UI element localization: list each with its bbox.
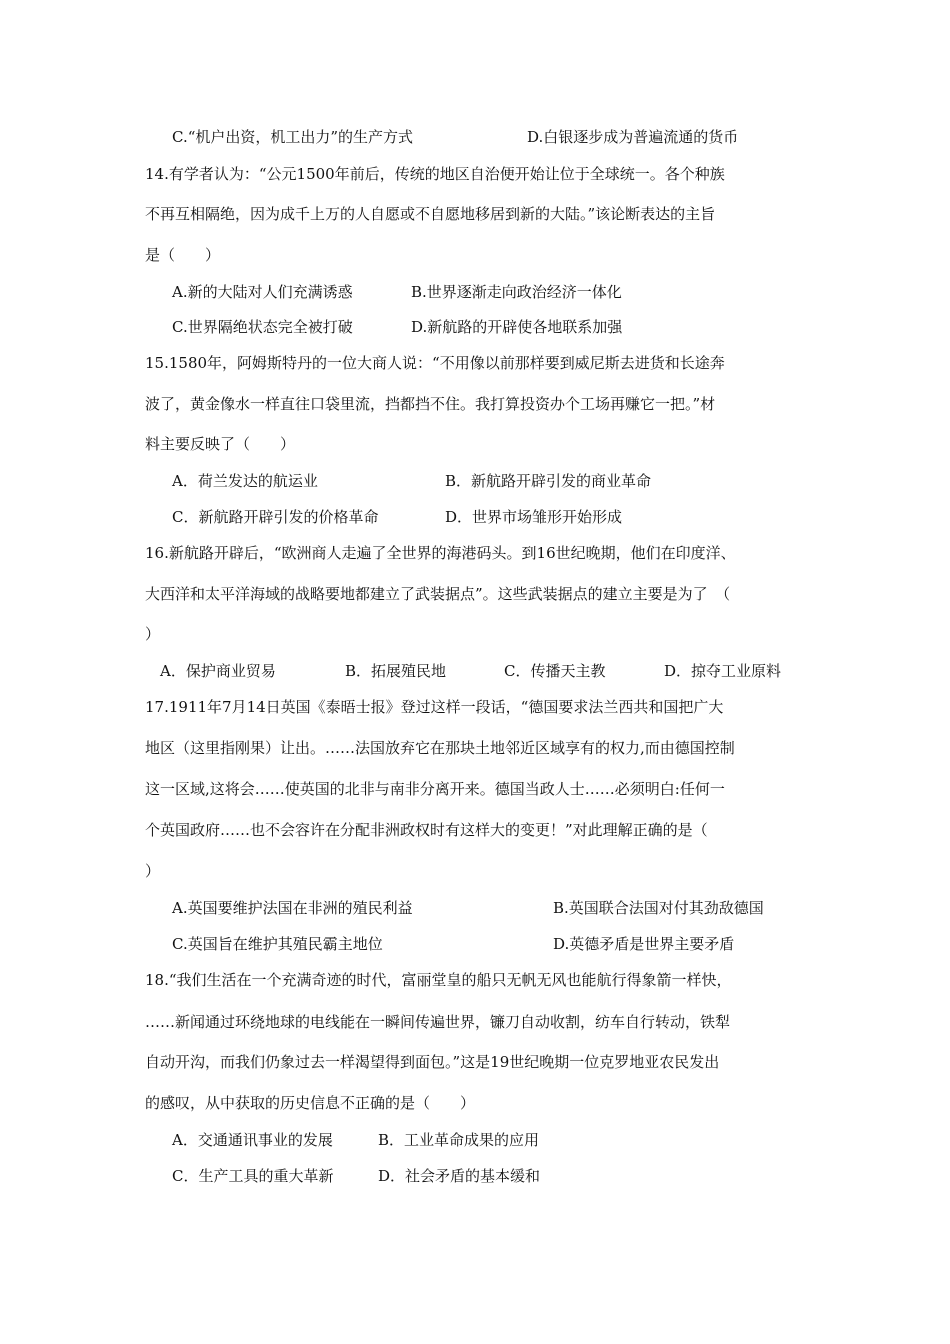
q18-option-c: C．生产工具的重大革新 <box>172 1167 334 1185</box>
q13-option-c: C.“机户出资，机工出力”的生产方式 <box>172 128 414 146</box>
q17-option-b: B.英国联合法国对付其劲敌德国 <box>553 899 764 917</box>
q14-option-b: B.世界逐渐走向政治经济一体化 <box>411 283 622 301</box>
q17-stem-line-2: 地区（这里指刚果）让出。……法国放弃它在那块土地邻近区域享有的权力,而由德国控制 <box>145 739 735 757</box>
q15-stem-line-2: 波了，黄金像水一样直往口袋里流，挡都挡不住。我打算投资办个工场再赚它一把。”材 <box>145 395 716 413</box>
q17-stem-line-1: 17.1911年7月14日英国《泰晤士报》登过这样一段话，“德国要求法兰西共和国把广大 <box>145 698 724 716</box>
q14-stem-line-2: 不再互相隔绝，因为成千上万的人自愿或不自愿地移居到新的大陆。”该论断表达的主旨 <box>145 205 716 223</box>
q17-stem-line-3: 这一区域,这将会……使英国的北非与南非分离开来。德国当政人士……必须明白:任何一 <box>145 780 725 798</box>
q14-option-a: A.新的大陆对人们充满诱惑 <box>172 283 353 301</box>
q16-option-b: B．拓展殖民地 <box>345 662 447 680</box>
q17-option-a: A.英国要维护法国在非洲的殖民利益 <box>172 899 413 917</box>
q17-stem-line-5: ） <box>145 862 161 880</box>
q18-option-d: D．社会矛盾的基本缓和 <box>378 1167 541 1185</box>
q16-stem-line-3: ） <box>145 625 161 643</box>
q17-option-c: C.英国旨在维护其殖民霸主地位 <box>172 935 383 953</box>
q16-stem-line-1: 16.新航路开辟后，“欧洲商人走遍了全世界的海港码头。到16世纪晚期，他们在印度洋、 <box>145 544 736 562</box>
q18-stem-line-4: 的感叹，从中获取的历史信息不正确的是（ ） <box>145 1094 476 1112</box>
q18-option-b: B．工业革命成果的应用 <box>378 1131 540 1149</box>
q16-option-a: A．保护商业贸易 <box>160 662 276 680</box>
q15-option-c: C．新航路开辟引发的价格革命 <box>172 508 379 526</box>
q18-stem-line-2: ……新闻通过环绕地球的电线能在一瞬间传遍世界，镰刀自动收割，纺车自行转动，铁犁 <box>145 1013 731 1031</box>
q14-option-c: C.世界隔绝状态完全被打破 <box>172 318 353 336</box>
q15-stem-line-3: 料主要反映了（ ） <box>145 435 296 453</box>
q16-option-c: C．传播天主教 <box>504 662 606 680</box>
q15-option-b: B．新航路开辟引发的商业革命 <box>445 472 652 490</box>
q15-option-d: D．世界市场雏形开始形成 <box>445 508 623 526</box>
q18-stem-line-3: 自动开沟，而我们仍象过去一样渴望得到面包。”这是19世纪晚期一位克罗地亚农民发出 <box>145 1053 720 1071</box>
q14-stem-line-3: 是（ ） <box>145 246 221 264</box>
q17-option-d: D.英德矛盾是世界主要矛盾 <box>553 935 735 953</box>
q15-option-a: A．荷兰发达的航运业 <box>172 472 318 490</box>
q14-stem-line-1: 14.有学者认为：“公元1500年前后，传统的地区自治便开始让位于全球统一。各个种族 <box>145 165 725 183</box>
q16-option-d: D．掠夺工业原料 <box>664 662 782 680</box>
q15-stem-line-1: 15.1580年，阿姆斯特丹的一位大商人说：“不用像以前那样要到威尼斯去进货和长途奔 <box>145 354 725 372</box>
q18-option-a: A．交通通讯事业的发展 <box>172 1131 333 1149</box>
q13-option-d: D.白银逐步成为普遍流通的货币 <box>527 128 739 146</box>
q17-stem-line-4: 个英国政府……也不会容许在分配非洲政权时有这样大的变更！”对此理解正确的是（ <box>145 821 708 839</box>
q18-stem-line-1: 18.“我们生活在一个充满奇迹的时代，富丽堂皇的船只无帆无风也能航行得象箭一样快， <box>145 971 732 989</box>
q14-option-d: D.新航路的开辟使各地联系加强 <box>411 318 623 336</box>
q16-stem-line-2: 大西洋和太平洋海域的战略要地都建立了武装据点”。这些武装据点的建立主要是为了 （ <box>145 585 731 603</box>
